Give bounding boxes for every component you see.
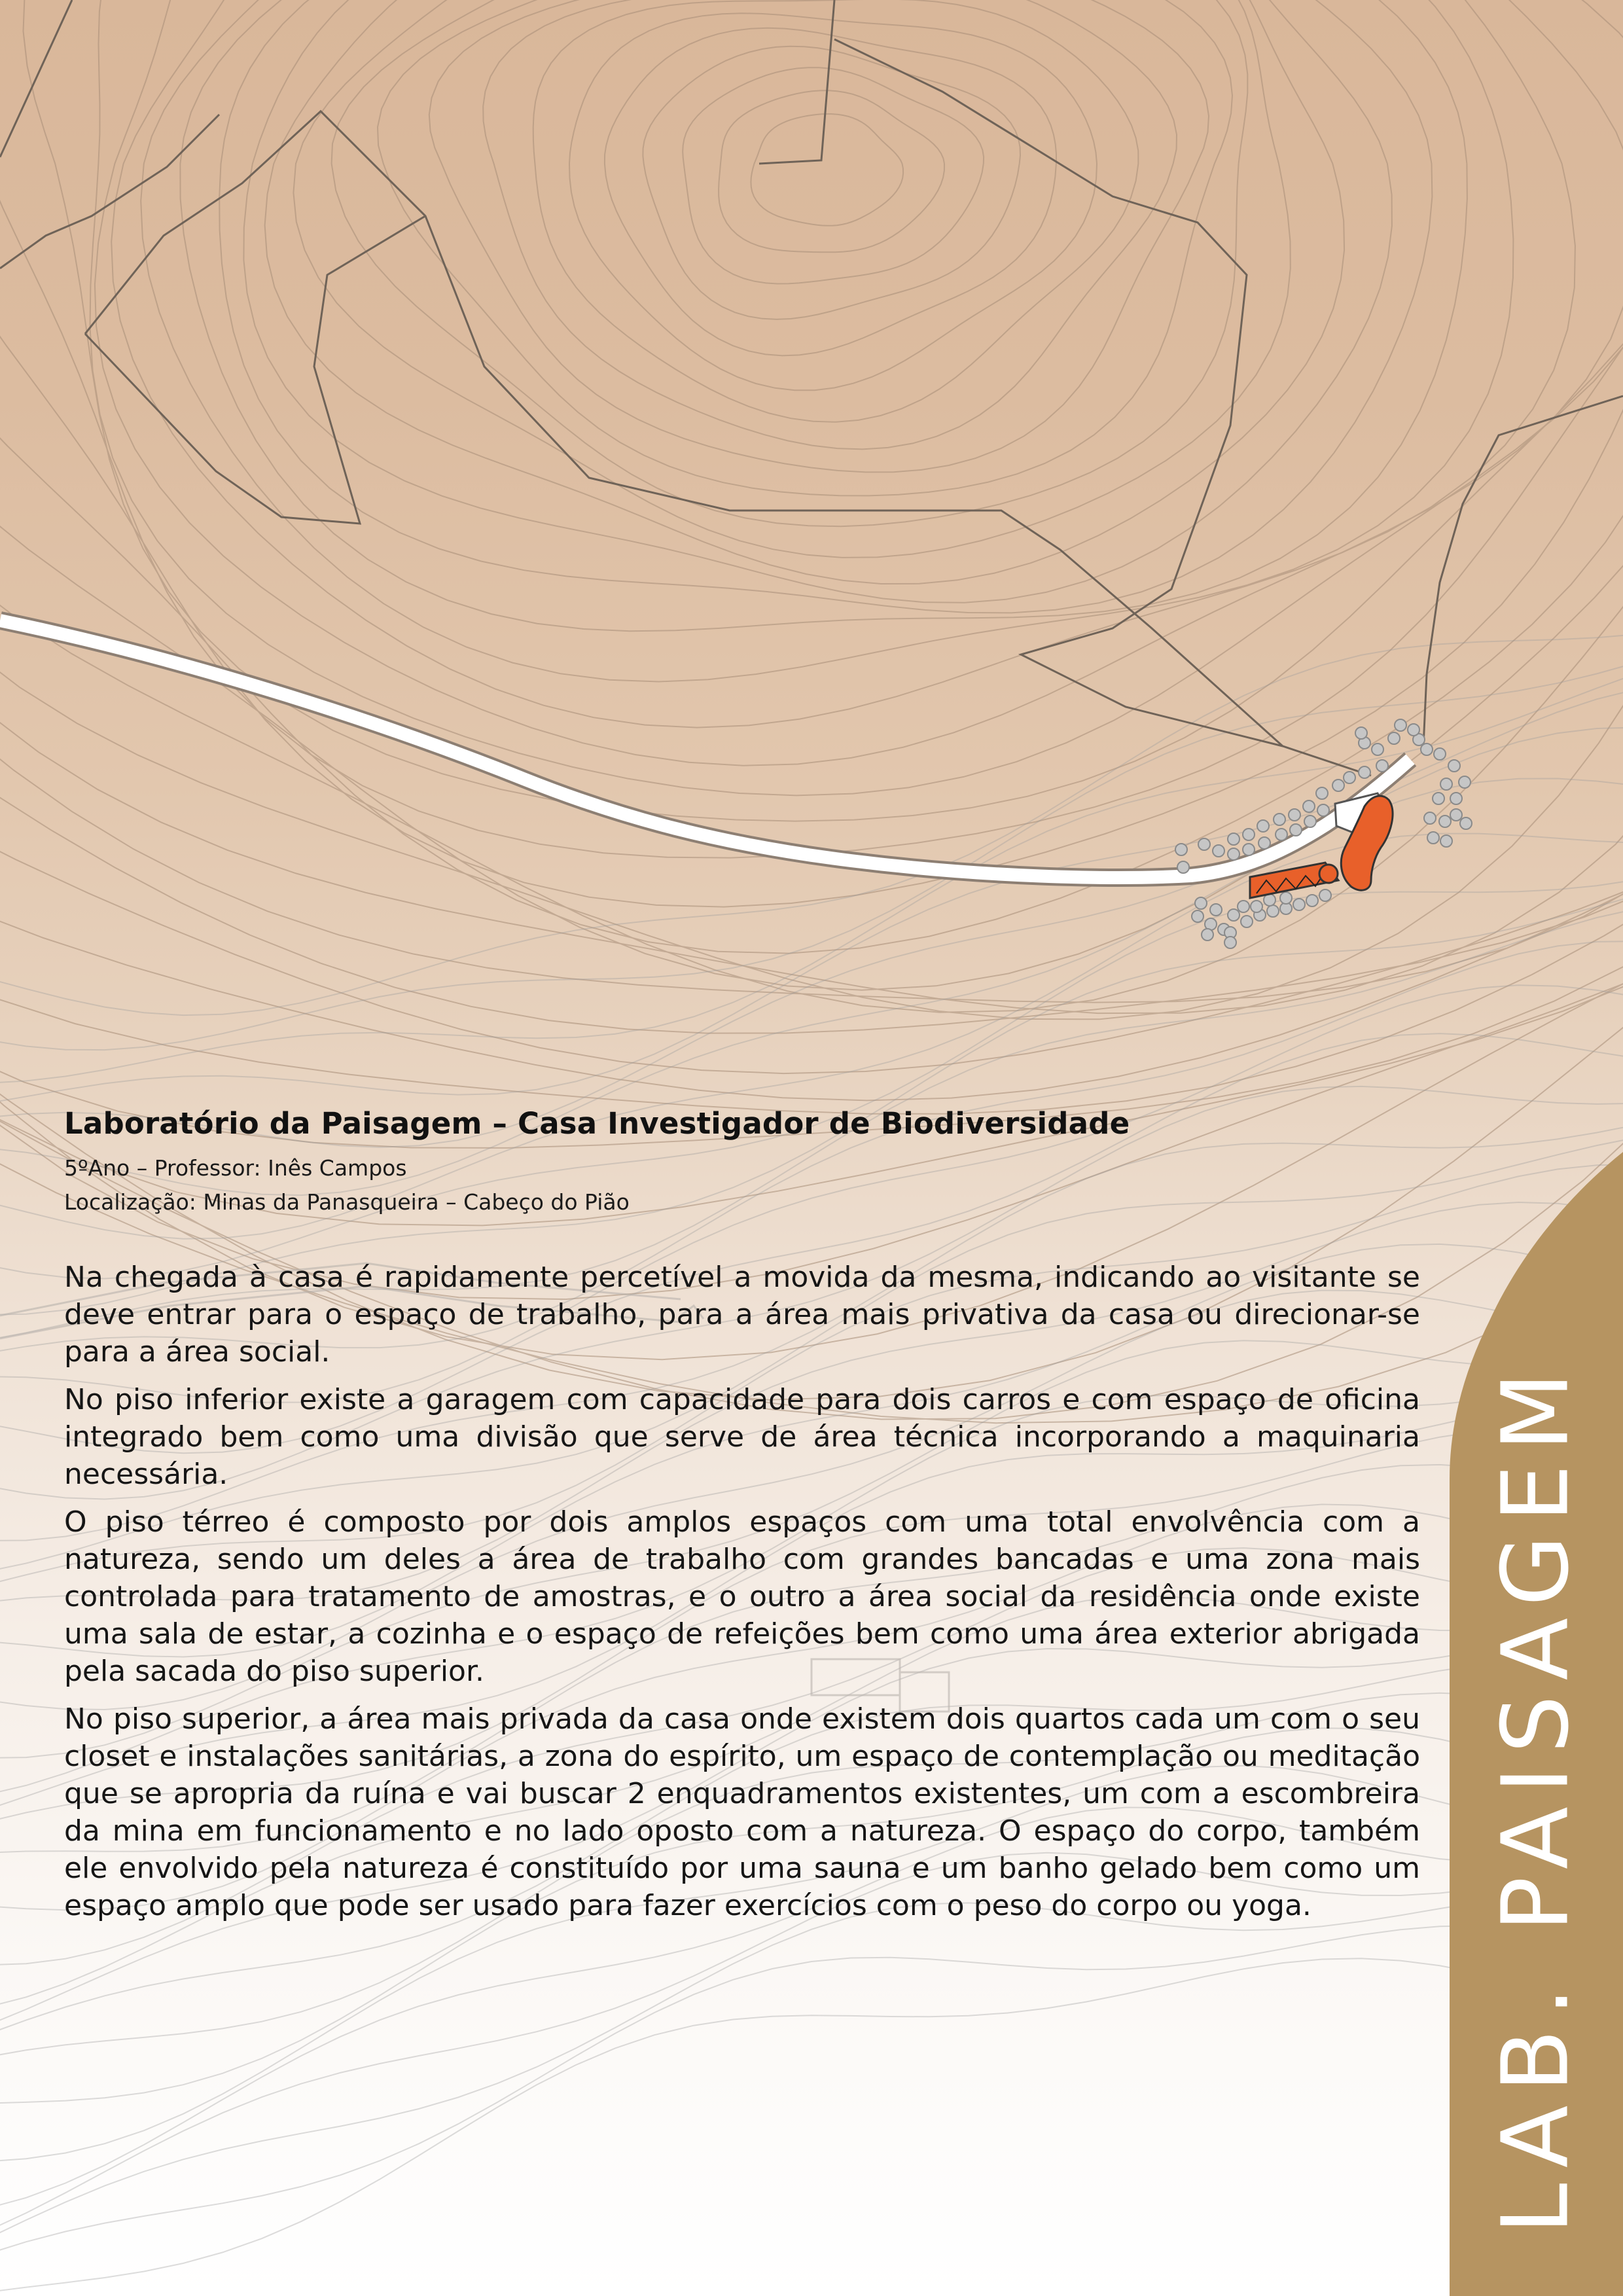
tree-symbol <box>1224 937 1236 948</box>
tree-symbol <box>1290 824 1302 836</box>
tree-symbol <box>1280 892 1292 904</box>
tree-symbol <box>1344 772 1355 783</box>
project-title: Laboratório da Paisagem – Casa Investigador de Biodiversidade <box>64 1106 1130 1141</box>
course-info: 5ºAno – Professor: Inês Campos <box>64 1155 407 1181</box>
tree-symbol <box>1238 901 1249 912</box>
text-block <box>64 1106 1420 1935</box>
tree-symbol <box>1275 829 1287 840</box>
contour-line <box>0 0 1623 858</box>
tree-symbol <box>1274 814 1285 825</box>
tree-symbol <box>1355 727 1367 739</box>
paragraph-arrival: Na chegada à casa é rapidamente percetível a movida da mesma, indicando ao visitante se deve entrar para o espaço de trabalho, para a área mais privativa da casa ou direcionar-se para a área social. <box>64 1261 1420 1369</box>
tree-symbol <box>1257 820 1269 832</box>
contour-line <box>0 0 1623 1033</box>
tree-symbol <box>1395 719 1406 731</box>
tree-symbol <box>1440 778 1452 790</box>
tree-symbol <box>1433 793 1444 804</box>
tree-symbol <box>1388 732 1400 744</box>
tree-symbol <box>1450 809 1462 821</box>
tree-symbol <box>1427 832 1439 844</box>
tree-symbol <box>1421 744 1433 755</box>
tree-symbol <box>1376 760 1388 772</box>
paragraph-lower-floor: No piso inferior existe a garagem com capacidade para dois carros e com espaço de oficina integrado bem como uma divisão que serve de área técnica incorporando a maquinaria necessária. <box>64 1383 1420 1491</box>
tree-symbol <box>1440 835 1452 847</box>
tree-symbol <box>1439 816 1451 827</box>
tree-symbol <box>1359 766 1370 778</box>
contour-line <box>378 0 1232 495</box>
side-tab-label: LAB. PAISAGEM <box>1482 1359 1590 2234</box>
tree-symbol <box>1175 844 1187 855</box>
tree-symbol <box>1408 724 1419 736</box>
tree-symbol <box>1177 861 1189 873</box>
tree-symbol <box>1460 817 1472 829</box>
tree-symbol <box>1195 897 1207 909</box>
tree-symbol <box>1258 837 1270 849</box>
contour-line <box>332 0 1248 526</box>
tree-symbol <box>1213 845 1224 857</box>
lower-contour-line <box>0 1926 1623 2254</box>
tree-symbol <box>1289 809 1300 821</box>
tree-symbol <box>1434 748 1446 760</box>
tree-symbol <box>1303 800 1315 812</box>
contour-line <box>293 0 1290 558</box>
contour-line <box>643 46 1020 319</box>
tree-symbol <box>1241 916 1253 927</box>
location-info: Localização: Minas da Panasqueira – Cabeço do Pião <box>64 1189 630 1215</box>
contour-line <box>483 0 1177 449</box>
contour-line <box>180 0 1467 631</box>
contour-line <box>219 0 1432 613</box>
tree-symbol <box>1228 848 1240 860</box>
tree-symbol <box>1332 780 1344 791</box>
contour-line <box>265 0 1345 584</box>
tree-symbol <box>1228 833 1240 845</box>
contour-line <box>569 13 1097 390</box>
tree-symbol <box>1198 838 1210 850</box>
paragraph-upper-floor: No piso superior, a área mais privada da casa onde existem dois quartos cada um com o seu closet e instalações sanitárias, a zona do espírito, um espaço de contemplação ou meditação que se apropria da ruína e vai buscar 2 enquadramentos existentes, um com a escombreira da mina em funcionamento e no lado oposto com a natureza. O espaço do corpo, também ele envolvido pela natureza é constituído por uma sauna e um banho gelado bem como um espaço amplo que pode ser usado para fazer exercícios com o peso do corpo ou yoga. <box>64 1702 1420 1922</box>
tree-symbol <box>1243 829 1255 840</box>
tree-symbol <box>1192 910 1204 922</box>
contour-line <box>0 0 1623 1100</box>
tree-symbol <box>1267 905 1279 917</box>
contour-line <box>111 0 1575 728</box>
contour-line <box>751 114 903 226</box>
contour-line <box>24 0 1623 821</box>
paragraph-ground-floor: O piso térreo é composto por dois amplos espaços com uma total envolvência com a natureza, sendo um deles a área de trabalho com grandes bancadas e uma zona mais controlada para tratamento de amostras, e o outro a área social da residência onde existe uma sala de estar, a cozinha e o espaço de refeições bem como uma área exterior abrigada pela sacada do piso superior. <box>64 1505 1420 1688</box>
lower-contour-line <box>0 674 1623 1083</box>
tree-symbol <box>1202 929 1213 941</box>
tree-symbol <box>1372 744 1383 755</box>
tree-symbol <box>1243 844 1255 855</box>
tree-symbol <box>1448 760 1460 772</box>
lower-contour-line <box>0 1958 1623 2292</box>
tree-symbol <box>1306 895 1318 906</box>
contour-line <box>683 67 984 283</box>
tree-symbol <box>1450 793 1462 804</box>
tree-symbol <box>1293 899 1305 910</box>
tree-symbol <box>1424 812 1436 824</box>
tree-symbol <box>1210 904 1222 916</box>
description <box>64 1259 1420 1924</box>
tree-symbol <box>1304 816 1316 827</box>
tree-symbol <box>1228 909 1240 921</box>
tree-symbol <box>1316 787 1328 799</box>
tree-symbol <box>1251 901 1262 912</box>
tree-symbol <box>1459 776 1471 788</box>
contour-line <box>141 0 1513 681</box>
tree-symbol <box>1317 804 1329 816</box>
tree-symbol <box>1319 889 1331 901</box>
